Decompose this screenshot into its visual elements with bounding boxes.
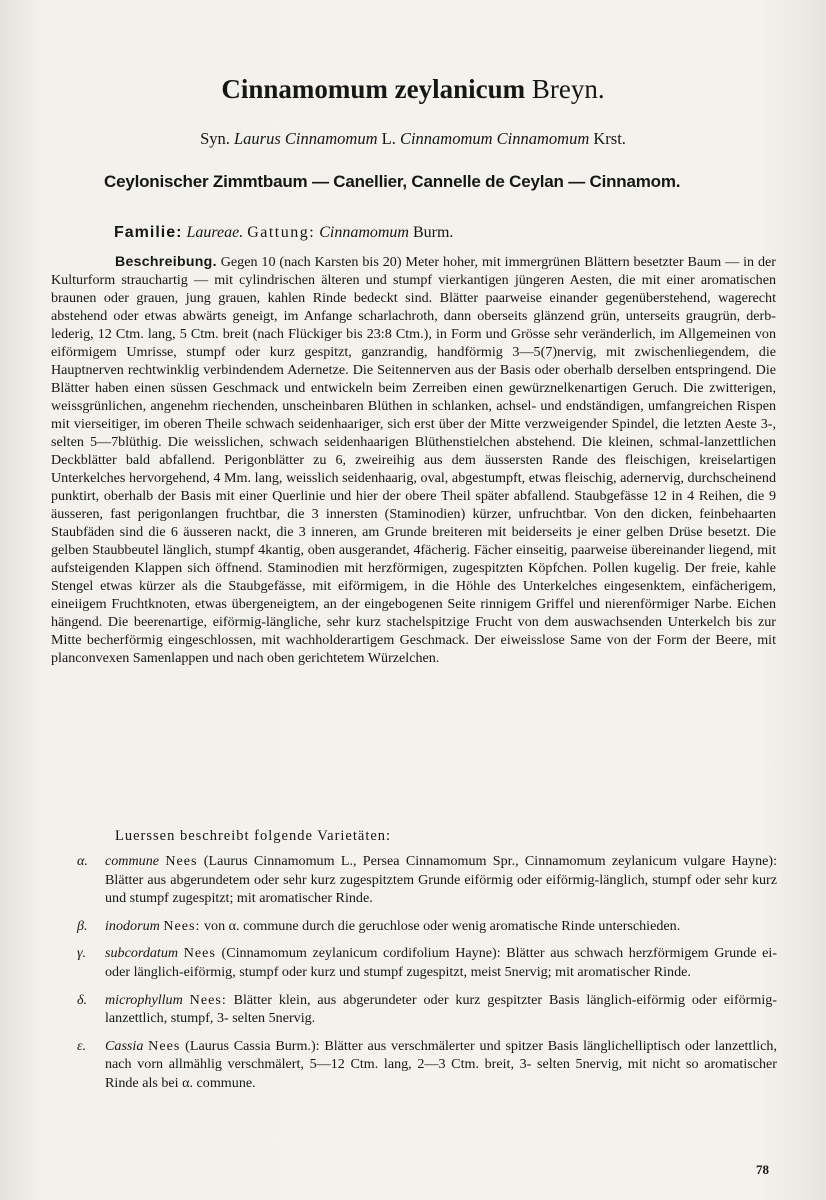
variety-symbol: β. [77,917,88,934]
synonym-2-author: Krst. [593,129,626,148]
variety-item [77,944,777,981]
species-author: Breyn. [531,74,605,104]
variety-name: Cassia [105,1037,144,1054]
variety-author: Nees [148,1037,181,1054]
synonym-1-author: L. [381,129,396,148]
synonyms-line [0,129,826,149]
variety-name: commune [105,853,160,869]
synonym-label: Syn. [200,129,230,148]
variety-item [77,852,777,908]
species-name: Cinnamomum zeylanicum [221,74,526,104]
varieties-list [77,852,777,1102]
variety-symbol: δ. [77,991,88,1008]
description-label: Beschreibung. [115,253,217,269]
variety-text: Blätter klein, aus abgerundeter oder kurz gespitzter Basis länglich-eiförmig oder eiförmig-lanzettlich, stumpf, 3- selten 5nervig. [105,991,777,1027]
variety-name: inodorum [105,917,160,934]
variety-symbol: α. [77,853,88,869]
family-value: Laureae. [186,224,244,241]
varieties-heading: Luerssen beschreibt folgende Varietäten: [115,828,392,844]
variety-author: Nees: [163,917,201,934]
variety-text: von α. commune durch die geruchlose oder wenig aromatische Rinde unterschieden. [203,917,681,934]
variety-author: Nees [183,945,216,962]
genus-value: Cinnamomum [319,224,409,241]
variety-item [77,917,777,936]
variety-symbol: ε. [77,1037,87,1054]
variety-item [77,991,777,1028]
variety-item [77,1037,777,1093]
variety-name: subcordatum [105,945,179,962]
classification-line [114,224,774,242]
synonym-2: Cinnamomum Cinnamomum [399,129,590,148]
variety-text: (Laurus Cinnamomum L., Persea Cinnamomum Spr., Cinnamomum zeylanicum vulgare Hayne): Blätter aus abgerundetem oder sehr kurz zugespitztem Grunde eiförmig oder eiförmig-länglich, stumpf oder sehr kurz und stumpf zugespitzt; mit aromatischer Rinde. [105,853,777,907]
description-text: Gegen 10 (nach Karsten bis 20) Meter hoher, mit immergrünen Blättern besetzter Baum — in der Kulturform strauchartig — mit cylindrischen älteren und stumpf vierkantigen jüngeren Aesten, die mit einer aromatischen braunen oder grauen, jung grauen, kahlen Rinde bedeckt sind. Blätter paarweise einander gegenüberstehend, wagerecht abstehend oder etwas abwärts geneigt, im Anfange scharlachroth, dann oberseits glänzend grün, unterseits graugrün, derb-lederig, 12 Ctm. lang, 5 Ctm. breit (nach Flückiger bis 23:8 Ctm.), in Form und Grösse sehr veränderlich, im Allgemeinen von eiförmigem Umrisse, stumpf oder kurz gespitzt, ganzrandig, handförmig 3—5(7)nervig, mit zwischenliegendem, die Hauptnerven rechtwinklig verbindendem Adernetze. Die Seitennerven aus der Basis oder oberhalb derselben entspringend. Die Blätter haben einen süssen Geschmack und entwickeln beim Zerreiben einen gewürznelkenartigen Geruch. Die zwitterigen, weissgrünlichen, angenehm riechenden, unscheinbaren Blüthen in schlanken, achsel- und endständigen, umfangreichen Rispen mit vierseitiger, im oberen Theile schwach seidenhaariger, sich erst über der Mitte verzweigender Spindel, die letzten Aeste 3-, selten 5—7blüthig. Die weisslichen, schwach seidenhaarigen Blüthenstielchen abstehend. Die kleinen, schmal-lanzettlichen Deckblätter bald abfallend. Perigonblätter zu 6, zweireihig aus dem äussersten Rande des fleischigen, kreiselartigen Unterkelches hervorgehend, 4 Mm. lang, weisslich seidenhaarig, oval, abgestumpft, etwas fleischig, adernervig, durchscheinend punktirt, oberhalb der Basis mit einer Querlinie und hier der obere Theil später abfallend. Staubgefässe 12 in 4 Reihen, die 9 äusseren, fast perigonlangen fruchtbar, die 3 innersten (Staminodien) kürzer, unfruchtbar. Von den dicken, feinbehaarten Staubfäden sind die 6 äusseren nackt, die 3 inneren, am Grunde breiteren mit beiderseits je einer gelben Drüse besetzt. Die gelben Staubbeutel länglich, stumpf 4kantig, oben ausgerandet, 4fächerig. Fächer einseitig, paarweise übereinander liegend, mit aufsteigenden Klappen sich öffnend. Staminodien mit herzförmigen, zugespitzten Köpfchen. Pollen kugelig. Der freie, kahle Stengel etwas kürzer als die Staubgefässe, mit eiförmigem, in die Höhle des Unterkelches eingesenktem, einfächerigem, eineiigem Fruchtknoten, etwas übergeneigtem, an der eingebogenen Seite rinnigem Griffel und nierenförmiger Narbe. Eichen hängend. Die beerenartige, eiförmig-längliche, sehr kurz stachelspitzige Frucht von dem auswachsenden Unterkelch bis zur Mitte becherförmig eingeschlossen, mit wachholderartigem Geschmack. Der eiweisslose Same von der Form der Beere, mit planconvexen Samenlappen und nach oben gerichtetem Würzelchen. [51,254,776,666]
family-label: Familie: [114,224,183,241]
genus-author: Burm. [412,224,454,241]
common-names: Ceylonischer Zimmtbaum — Canellier, Cannelle de Ceylan — Cinnamom. [104,172,681,191]
variety-text: (Laurus Cassia Burm.): Blätter aus verschmälerter und spitzer Basis länglichelliptisch oder lanzettlich, nach vorn allmählig verschmälert, 5—12 Ctm. lang, 2—3 Ctm. breit, 3- selten 5nervig, mit nicht so aromatischer Rinde als bei α. commune. [105,1037,777,1091]
variety-symbol: γ. [77,945,87,962]
variety-author: Nees [165,853,198,869]
genus-label: Gattung: [247,224,316,241]
description-paragraph [51,252,776,667]
variety-name: microphyllum [105,991,183,1008]
variety-author: Nees: [189,991,227,1008]
synonym-1: Laurus Cinnamomum [234,129,378,148]
page-number: 78 [756,1162,769,1177]
variety-text: (Cinnamomum zeylanicum cordifolium Hayne): Blätter aus schwach herzförmigem Grunde ei- oder länglich-eiförmig, stumpf oder kurz und stumpf zugespitzt, meist 5nervig; mit aromatischer Rinde. [105,945,777,980]
page-title [0,74,826,105]
